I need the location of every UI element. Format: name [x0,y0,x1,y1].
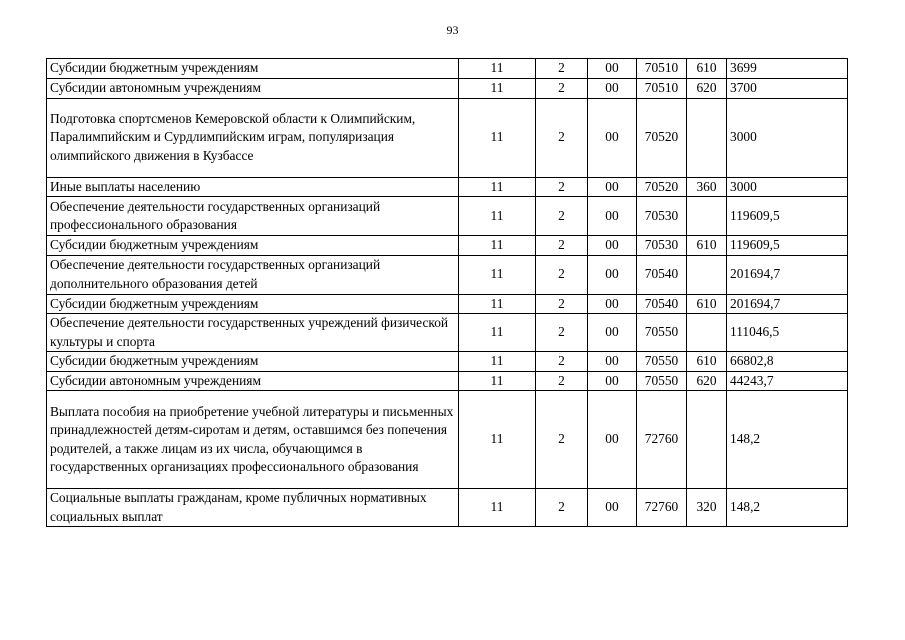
program-cell: 00 [588,79,637,99]
sum-cell: 44243,7 [727,371,848,391]
article-cell: 72760 [637,489,687,527]
row-name-cell: Субсидии автономным учреждениям [47,371,459,391]
article-cell: 70510 [637,79,687,99]
program-cell: 00 [588,489,637,527]
section-cell: 11 [459,236,536,256]
sum-cell: 201694,7 [727,294,848,314]
article-cell: 70530 [637,236,687,256]
table-row [47,352,848,372]
subsection-cell: 2 [536,314,588,352]
expense-type-cell: 610 [687,352,727,372]
expense-type-cell [687,255,727,294]
subsection-cell: 2 [536,391,588,489]
sum-cell: 3699 [727,59,848,79]
program-cell: 00 [588,371,637,391]
section-cell: 11 [459,294,536,314]
row-name-cell: Обеспечение деятельности государственных организаций дополнительного образования детей [47,255,459,294]
program-cell: 00 [588,352,637,372]
section-cell: 11 [459,314,536,352]
program-cell: 00 [588,59,637,79]
table-row [47,177,848,197]
expense-type-cell: 610 [687,59,727,79]
sum-cell: 148,2 [727,489,848,527]
article-cell: 70530 [637,197,687,236]
subsection-cell: 2 [536,352,588,372]
section-cell: 11 [459,197,536,236]
article-cell: 70540 [637,294,687,314]
table-row [47,255,848,294]
expense-type-cell: 360 [687,177,727,197]
table-row [47,391,848,489]
table-row [47,59,848,79]
subsection-cell: 2 [536,489,588,527]
section-cell: 11 [459,489,536,527]
sum-cell: 111046,5 [727,314,848,352]
program-cell: 00 [588,236,637,256]
table-row [47,371,848,391]
article-cell: 70540 [637,255,687,294]
row-name-cell: Субсидии бюджетным учреждениям [47,59,459,79]
article-cell: 72760 [637,391,687,489]
expense-type-cell [687,391,727,489]
row-name-cell: Субсидии бюджетным учреждениям [47,294,459,314]
budget-table [46,58,848,527]
sum-cell: 66802,8 [727,352,848,372]
budget-table-body [47,59,848,527]
row-name-cell: Социальные выплаты гражданам, кроме публичных нормативных социальных выплат [47,489,459,527]
table-row [47,236,848,256]
row-name-cell: Субсидии бюджетным учреждениям [47,236,459,256]
sum-cell: 3000 [727,177,848,197]
program-cell: 00 [588,391,637,489]
expense-type-cell [687,197,727,236]
section-cell: 11 [459,177,536,197]
table-row [47,294,848,314]
article-cell: 70520 [637,177,687,197]
sum-cell: 3000 [727,98,848,177]
program-cell: 00 [588,294,637,314]
program-cell: 00 [588,255,637,294]
row-name-cell: Обеспечение деятельности государственных организаций профессионального образования [47,197,459,236]
row-name-cell: Обеспечение деятельности государственных учреждений физической культуры и спорта [47,314,459,352]
expense-type-cell: 610 [687,294,727,314]
table-row [47,197,848,236]
subsection-cell: 2 [536,197,588,236]
subsection-cell: 2 [536,371,588,391]
section-cell: 11 [459,391,536,489]
program-cell: 00 [588,98,637,177]
expense-type-cell: 610 [687,236,727,256]
article-cell: 70550 [637,371,687,391]
section-cell: 11 [459,371,536,391]
article-cell: 70520 [637,98,687,177]
expense-type-cell: 320 [687,489,727,527]
program-cell: 00 [588,314,637,352]
page-number: 93 [446,23,459,37]
row-name-cell: Выплата пособия на приобретение учебной литературы и письменных принадлежностей детям-сиротам и детям, оставшимся без попечения родителей, а также лицам из их числа, обучающимся в государственных организациях профессионального образования [47,391,459,489]
program-cell: 00 [588,197,637,236]
subsection-cell: 2 [536,255,588,294]
table-row [47,98,848,177]
expense-type-cell: 620 [687,371,727,391]
row-name-cell: Подготовка спортсменов Кемеровской области к Олимпийским, Паралимпийским и Сурдлимпийским играм, популяризация олимпийского движения в Кузбассе [47,98,459,177]
row-name-cell: Субсидии бюджетным учреждениям [47,352,459,372]
section-cell: 11 [459,352,536,372]
subsection-cell: 2 [536,177,588,197]
table-row [47,489,848,527]
subsection-cell: 2 [536,98,588,177]
section-cell: 11 [459,255,536,294]
row-name-cell: Субсидии автономным учреждениям [47,79,459,99]
expense-type-cell: 620 [687,79,727,99]
subsection-cell: 2 [536,79,588,99]
sum-cell: 148,2 [727,391,848,489]
table-row [47,79,848,99]
sum-cell: 3700 [727,79,848,99]
section-cell: 11 [459,98,536,177]
sum-cell: 119609,5 [727,236,848,256]
subsection-cell: 2 [536,294,588,314]
article-cell: 70510 [637,59,687,79]
section-cell: 11 [459,79,536,99]
program-cell: 00 [588,177,637,197]
subsection-cell: 2 [536,236,588,256]
article-cell: 70550 [637,314,687,352]
subsection-cell: 2 [536,59,588,79]
row-name-cell: Иные выплаты населению [47,177,459,197]
sum-cell: 201694,7 [727,255,848,294]
table-row [47,314,848,352]
article-cell: 70550 [637,352,687,372]
expense-type-cell [687,314,727,352]
expense-type-cell [687,98,727,177]
sum-cell: 119609,5 [727,197,848,236]
section-cell: 11 [459,59,536,79]
